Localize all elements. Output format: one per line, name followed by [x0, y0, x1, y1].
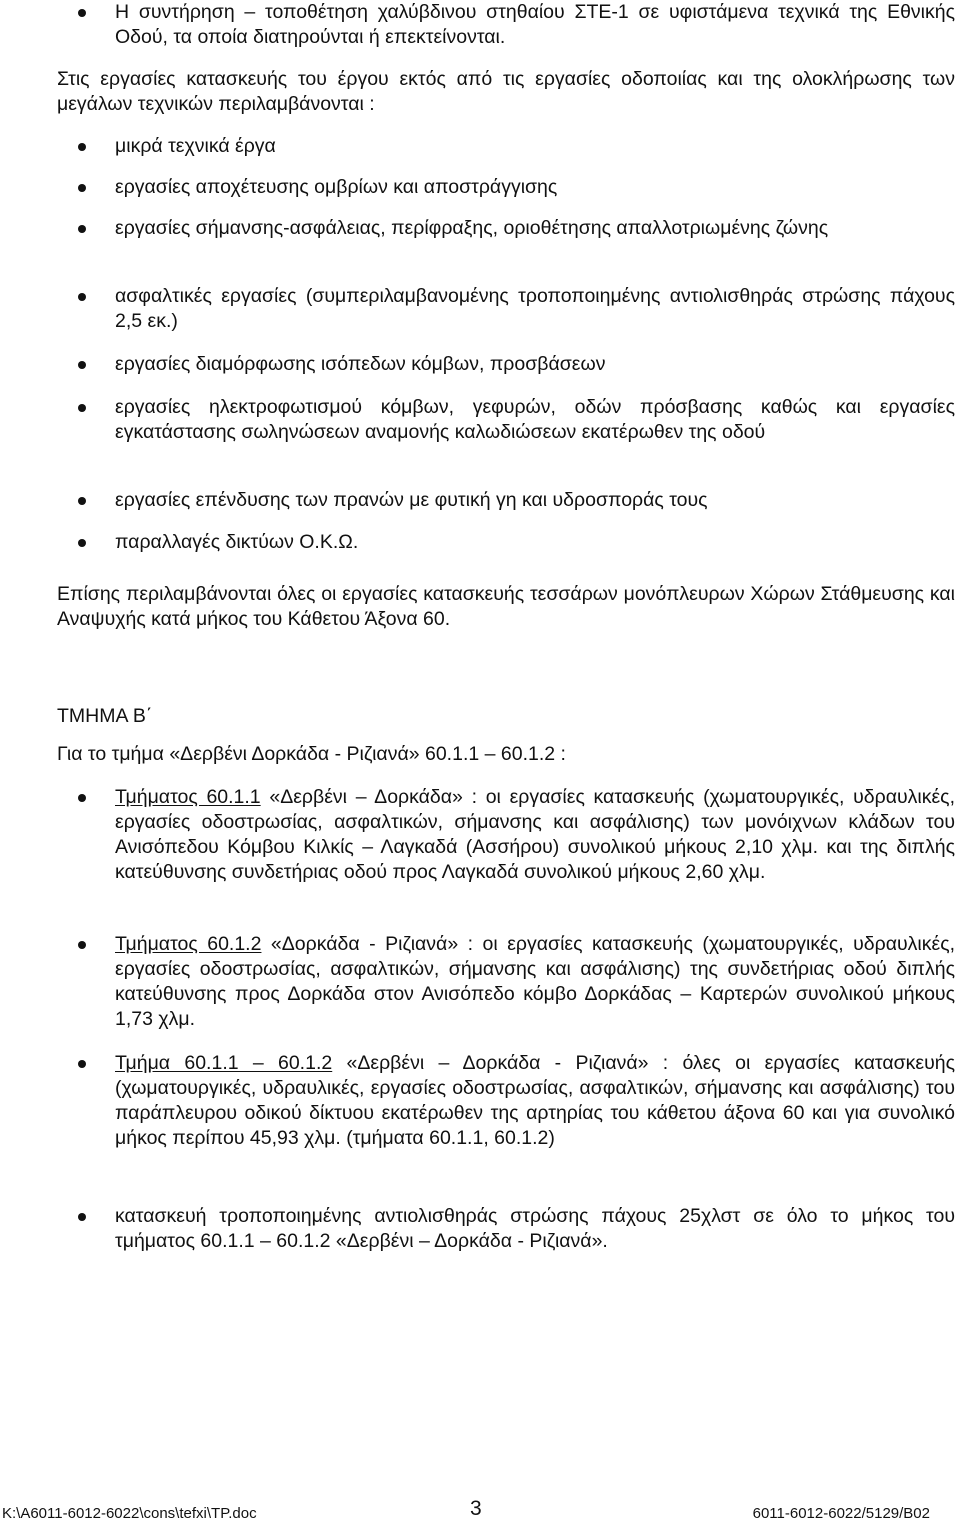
list-item: κατασκευή τροποποιημένης αντιολισθηράς στρώσης πάχους 25χλστ σε όλο το μήκος του τμήματος 60.1.1 – 60.1.2 «Δερβένι – Δορκάδα - Ριζιανά».: [115, 1204, 955, 1254]
bullet-icon: [78, 184, 86, 192]
list-item: εργασίες επένδυσης των πρανών με φυτική γη και υδροσποράς τους: [115, 488, 955, 513]
page-footer: [0, 1497, 960, 1523]
list-item: [115, 0, 955, 50]
bullet-icon: [78, 1060, 86, 1068]
footer-file-path: K:\A6011-6012-6022\cons\tefxi\TP.doc: [2, 1505, 257, 1522]
section-label: Τμήμα 60.1.1 – 60.1.2: [115, 1052, 333, 1074]
bullet-icon: [78, 293, 86, 301]
footer-page-number: 3: [470, 1497, 482, 1520]
list-item: Τμήματος 60.1.1 «Δερβένι – Δορκάδα» : οι εργασίες κατασκευής (χωματουργικές, υδραυλικές, εργασίες οδοστρωσίας, ασφαλτικών, σήμανσης και ασφάλισης) των μονόιχνων κλάδων του Ανισόπεδου Κόμβου Κιλκίς – Λαγκαδά (Ασσήρου) συνολικού μήκους 2,10 χλμ. και της διπλής κατεύθυνσης συνδετήριας οδού προς Λαγκαδά συνολικού μήκους 2,60 χλμ.: [115, 785, 955, 885]
list-item: εργασίες σήμανσης-ασφάλειας, περίφραξης, οριοθέτησης απαλλοτριωμένης ζώνης: [115, 216, 955, 241]
list-item: Τμήματος 60.1.2 «Δορκάδα - Ριζιανά» : οι εργασίες κατασκευής (χωματουργικές, υδραυλικές, εργασίες οδοστρωσίας, ασφαλτικών, σήμανσης και ασφάλισης) της συνδετήριας οδού διπλής κατεύθυνσης προς Δορκάδα στον Ανισόπεδο κόμβο Δορκάδας – Καρτερών συνολικού μήκους 1,73 χλμ.: [115, 932, 955, 1032]
bullet-icon: [78, 143, 86, 151]
bullet-icon: [78, 539, 86, 547]
list-item: μικρά τεχνικά έργα: [115, 134, 955, 159]
list-item: ασφαλτικές εργασίες (συμπεριλαμβανομένης τροποποιημένης αντιολισθηράς στρώσης πάχους 2,5 εκ.): [115, 284, 955, 334]
bullet-icon: [78, 941, 86, 949]
bullet-icon: [78, 361, 86, 369]
section-subtitle: Για το τμήμα «Δερβένι Δορκάδα - Ριζιανά» 60.1.1 – 60.1.2 :: [57, 743, 566, 765]
list-item: εργασίες αποχέτευσης ομβρίων και αποστράγγισης: [115, 175, 955, 200]
section-title: ΤΜΗΜΑ Β΄: [57, 705, 153, 727]
bullet-icon: [78, 1213, 86, 1221]
list-item: Τμήμα 60.1.1 – 60.1.2 «Δερβένι – Δορκάδα - Ριζιανά» : όλες οι εργασίες κατασκευής (χωματουργικές, υδραυλικές, εργασίες οδοστρωσίας, ασφαλτικών, σήμανσης και ασφάλισης) του παράπλευρου οδικού δίκτυου εκατέρωθεν της αρτηρίας του κάθετου άξονα 60 και για συνολικό μήκος περίπου 45,93 χλμ. (τμήματα 60.1.1, 60.1.2): [115, 1051, 955, 1151]
bullet-icon: [78, 9, 86, 17]
list-item: εργασίες ηλεκτροφωτισμού κόμβων, γεφυρών, οδών πρόσβασης καθώς και εργασίες εγκατάστασης σωληνώσεων αναμονής καλωδιώσεων εκατέρωθεν της οδού: [115, 395, 955, 445]
bullet-icon: [78, 794, 86, 802]
section-label: Τμήματος 60.1.2: [115, 933, 262, 955]
bullet-icon: [78, 497, 86, 505]
bullet-icon: [78, 225, 86, 233]
intro-paragraph: Στις εργασίες κατασκευής του έργου εκτός από τις εργασίες οδοποιίας και της ολοκλήρωσης των μεγάλων τεχνικών περιλαμβάνονται :: [57, 68, 955, 115]
list-item: παραλλαγές δικτύων Ο.Κ.Ω.: [115, 530, 955, 555]
top-bullet-text: Η συντήρηση – τοποθέτηση χαλύβδινου στηθαίου ΣΤΕ-1 σε υφιστάμενα τεχνικά της Εθνικής Οδού, τα οποία διατηρούνται ή επεκτείνονται.: [115, 1, 955, 48]
bullet-icon: [78, 404, 86, 412]
section-label: Τμήματος 60.1.1: [115, 786, 261, 808]
also-paragraph: Επίσης περιλαμβάνονται όλες οι εργασίες κατασκευής τεσσάρων μονόπλευρων Χώρων Στάθμευσης και Αναψυχής κατά μήκος του Κάθετου Άξονα 60.: [57, 583, 955, 630]
list-item: εργασίες διαμόρφωσης ισόπεδων κόμβων, προσβάσεων: [115, 352, 955, 377]
footer-doc-code: 6011-6012-6022/5129/B02: [752, 1505, 930, 1522]
